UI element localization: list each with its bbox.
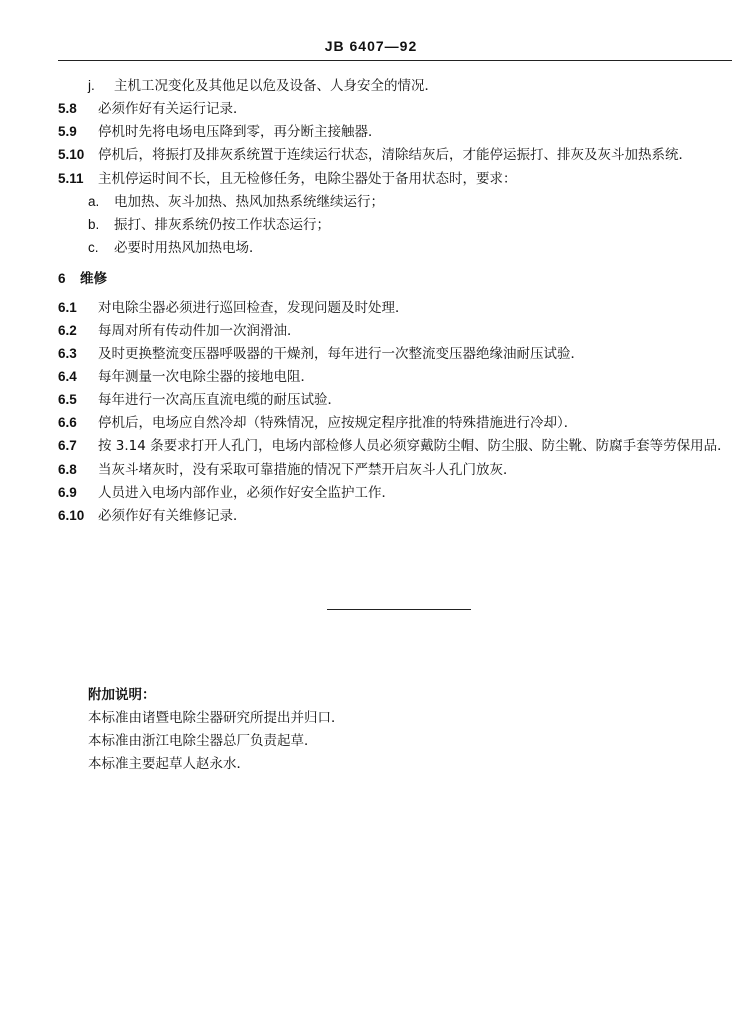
clause-text: 停机时先将电场电压降到零，再分断主接触器． (98, 124, 382, 140)
clause-number: 5.8 (58, 101, 77, 116)
clause-text: 必须作好有关维修记录． (98, 508, 247, 524)
clause-5-11-a (58, 190, 732, 213)
clause-5-8 (58, 97, 732, 120)
clause-text: 每年测量一次电除尘器的接地电阻． (98, 369, 314, 385)
clause-number: a. (88, 194, 100, 209)
clause-number: 6.5 (58, 392, 77, 407)
clause-6-4 (58, 365, 732, 388)
clause-number: 6.4 (58, 369, 77, 384)
clause-6-10 (58, 504, 732, 527)
document-body (58, 74, 732, 527)
clause-text: 必要时用热风加热电场． (114, 240, 263, 256)
clause-text: 主机工况变化及其他足以危及设备、人身安全的情况． (114, 78, 438, 94)
clause-6-5 (58, 388, 732, 411)
clause-text: 每年进行一次高压直流电缆的耐压试验． (98, 392, 341, 408)
section-6-heading (58, 267, 732, 290)
clause-5-11-c (58, 236, 732, 259)
clause-j (58, 74, 732, 97)
clause-6-7 (58, 434, 732, 458)
clause-6-9 (58, 481, 732, 504)
additional-notes (88, 684, 708, 776)
clause-number: 6.6 (58, 415, 77, 430)
clause-number: 5.11 (58, 171, 84, 186)
notes-line: 本标准由诸暨电除尘器研究所提出并归口． (88, 710, 345, 726)
clause-text: 振打、排灰系统仍按工作状态运行； (114, 217, 330, 233)
clause-number: 5.10 (58, 147, 85, 162)
clause-text: 主机停运时间不长，且无检修任务，电除尘器处于备用状态时，要求： (98, 171, 517, 187)
clause-text: 必须作好有关运行记录． (98, 101, 247, 117)
clause-6-1 (58, 296, 732, 319)
clause-number: 6.8 (58, 462, 77, 477)
clause-number: 6.9 (58, 485, 77, 500)
section-number: 6 (58, 271, 66, 286)
header-rule (58, 60, 732, 61)
clause-6-6 (58, 411, 732, 434)
clause-text: 人员进入电场内部作业，必须作好安全监护工作． (98, 485, 395, 501)
clause-text: 当灰斗堵灰时，没有采取可靠措施的情况下严禁开启灰斗人孔门放灰． (98, 462, 517, 478)
clause-number: 5.9 (58, 124, 77, 139)
end-rule (327, 609, 471, 610)
clause-6-8 (58, 458, 732, 481)
clause-text: 对电除尘器必须进行巡回检查，发现问题及时处理． (98, 300, 409, 316)
clause-number: 6.10 (58, 508, 85, 523)
notes-line: 本标准由浙江电除尘器总厂负责起草． (88, 733, 318, 749)
clause-6-2 (58, 319, 732, 342)
clause-number: j. (88, 78, 95, 93)
clause-number: c. (88, 240, 99, 255)
clause-text: 电加热、灰斗加热、热风加热系统继续运行； (114, 194, 384, 210)
notes-title: 附加说明： (88, 687, 156, 703)
clause-number: 6.3 (58, 346, 77, 361)
clause-number: 6.7 (58, 438, 77, 453)
clause-number: 6.1 (58, 300, 77, 315)
clause-5-11-b (58, 213, 732, 236)
clause-text: 每周对所有传动件加一次润滑油． (98, 323, 301, 339)
standard-code: JB 6407—92 (324, 38, 418, 54)
clause-5-10 (58, 143, 732, 167)
clause-text: 停机后，将振打及排灰系统置于连续运行状态，清除结灰后，才能停运振打、排灰及灰斗加热系统． (98, 147, 692, 163)
clause-text: 按 3.14 条要求打开人孔门，电场内部检修人员必须穿戴防尘帽、防尘服、防尘靴、防腐手套等劳保用品． (98, 438, 731, 454)
notes-line: 本标准主要起草人赵永水． (88, 756, 250, 772)
clause-text: 及时更换整流变压器呼吸器的干燥剂，每年进行一次整流变压器绝缘油耐压试验． (98, 346, 584, 362)
clause-5-11 (58, 167, 732, 190)
clause-text: 停机后，电场应自然冷却（特殊情况，应按规定程序批准的特殊措施进行冷却）． (98, 415, 578, 431)
clause-number: 6.2 (58, 323, 77, 338)
clause-6-3 (58, 342, 732, 365)
clause-5-9 (58, 120, 732, 143)
section-title: 维修 (80, 271, 107, 287)
clause-number: b. (88, 217, 100, 232)
